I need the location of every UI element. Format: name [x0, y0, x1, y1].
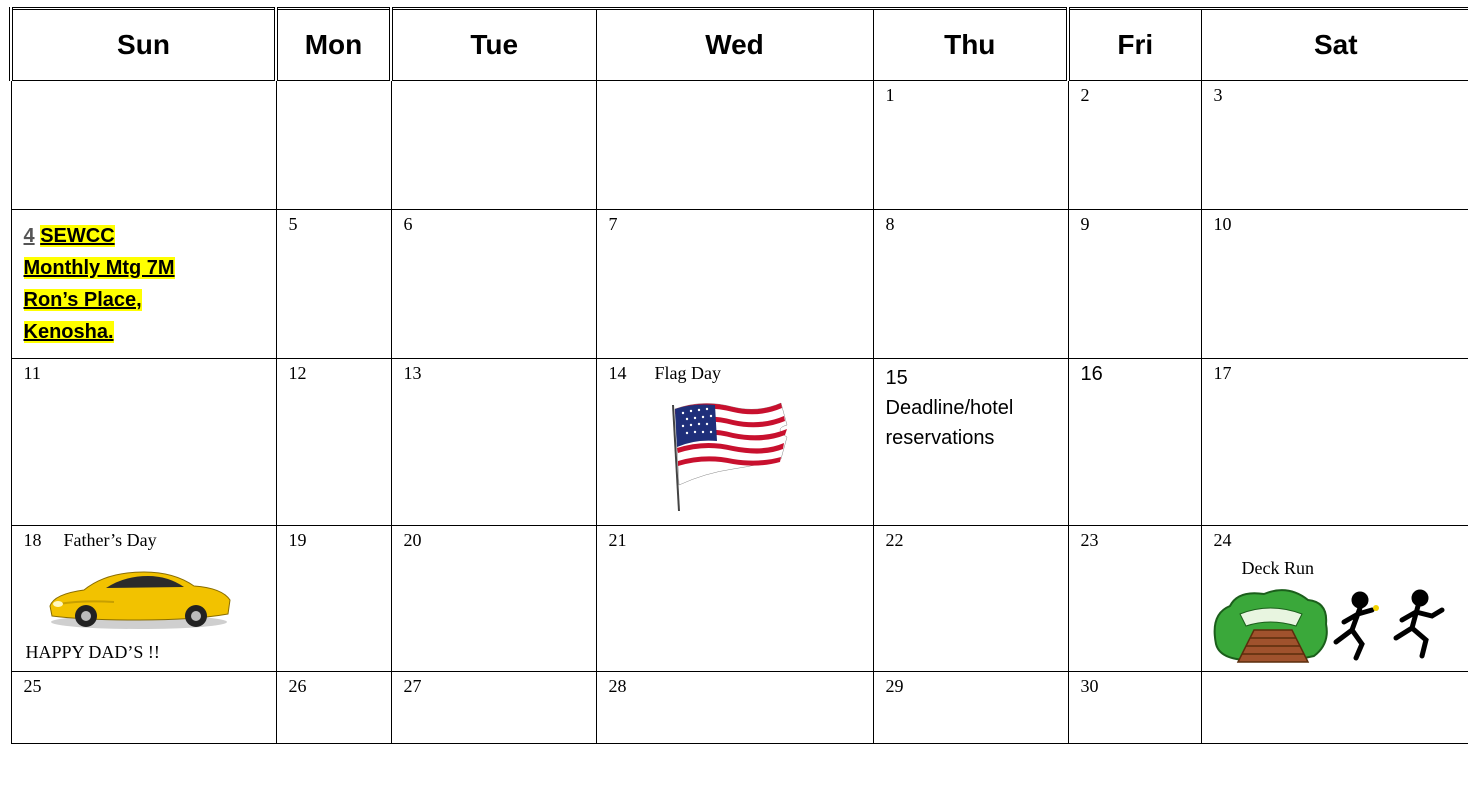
day-number: 26 — [288, 676, 307, 696]
week-row-3 — [11, 359, 1468, 526]
week-row-2 — [11, 210, 1468, 359]
day-number: 14 — [608, 363, 627, 383]
day-cell — [11, 526, 276, 672]
day-number: 6 — [403, 214, 413, 234]
day-cell — [11, 672, 276, 744]
deck-run-image — [1210, 584, 1460, 666]
day-number: 20 — [403, 530, 422, 550]
day-cell — [276, 526, 391, 672]
day-number: 2 — [1080, 85, 1090, 105]
event-label: Flag Day — [654, 363, 721, 383]
day-cell — [1201, 210, 1468, 359]
day-number: 18 — [23, 530, 42, 550]
day-cell — [276, 210, 391, 359]
week-row-4 — [11, 526, 1468, 672]
day-cell — [391, 672, 596, 744]
day-number: 24 — [1213, 530, 1232, 550]
day-cell — [1201, 526, 1468, 672]
day-number: 10 — [1213, 214, 1232, 234]
day-cell — [873, 81, 1068, 210]
day-cell — [1201, 359, 1468, 526]
header-thu: Thu — [873, 9, 1068, 81]
car-image — [44, 560, 234, 632]
header-sat: Sat — [1201, 9, 1468, 81]
day-cell — [1068, 526, 1201, 672]
day-cell — [11, 359, 276, 526]
day-cell-empty — [276, 81, 391, 210]
event-line: Deadline/hotel — [885, 397, 1014, 419]
day-cell — [596, 672, 873, 744]
event-caption: HAPPY DAD’S !! — [25, 642, 160, 662]
day-number: 5 — [288, 214, 298, 234]
day-number: 15 — [885, 367, 908, 389]
day-number: 28 — [608, 676, 627, 696]
day-cell — [1201, 81, 1468, 210]
day-cell — [276, 359, 391, 526]
event-label: Father’s Day — [63, 530, 157, 550]
day-cell-empty — [1201, 672, 1468, 744]
day-number: 16 — [1080, 363, 1103, 385]
day-number: 9 — [1080, 214, 1090, 234]
day-cell — [391, 210, 596, 359]
day-cell — [1068, 81, 1201, 210]
day-cell — [596, 526, 873, 672]
event-line: Monthly Mtg 7M — [23, 257, 175, 279]
day-number: 30 — [1080, 676, 1099, 696]
day-cell — [391, 526, 596, 672]
day-cell-empty — [596, 81, 873, 210]
day-number: 3 — [1213, 85, 1223, 105]
day-cell-empty — [11, 81, 276, 210]
day-cell — [873, 359, 1068, 526]
day-number: 19 — [288, 530, 307, 550]
week-row-1 — [11, 81, 1468, 210]
event-line: SEWCC — [40, 225, 115, 247]
day-number: 13 — [403, 363, 422, 383]
day-cell — [596, 210, 873, 359]
day-cell — [1068, 359, 1201, 526]
event-line: Kenosha. — [23, 321, 114, 343]
week-row-5 — [11, 672, 1468, 744]
day-cell — [1068, 210, 1201, 359]
meeting-event — [24, 220, 175, 348]
flag-image — [663, 395, 793, 513]
day-cell — [276, 672, 391, 744]
day-cell-empty — [391, 81, 596, 210]
day-number: 11 — [23, 363, 41, 383]
day-number: 17 — [1213, 363, 1232, 383]
event-label: Deck Run — [1241, 558, 1314, 578]
day-cell — [596, 359, 873, 526]
day-cell — [1068, 672, 1201, 744]
day-cell — [873, 672, 1068, 744]
day-cell — [391, 359, 596, 526]
header-tue: Tue — [391, 9, 596, 81]
header-fri: Fri — [1068, 9, 1201, 81]
day-number: 27 — [403, 676, 422, 696]
day-cell — [11, 210, 276, 359]
event-line: Ron’s Place, — [23, 289, 142, 311]
day-number: 25 — [23, 676, 42, 696]
day-cell — [873, 526, 1068, 672]
day-number: 29 — [885, 676, 904, 696]
event-line: reservations — [885, 427, 995, 449]
day-number: 4 — [23, 225, 35, 247]
calendar-table — [9, 7, 1468, 744]
day-number: 23 — [1080, 530, 1099, 550]
day-number: 22 — [885, 530, 904, 550]
day-number: 7 — [608, 214, 618, 234]
header-wed: Wed — [596, 9, 873, 81]
day-number: 1 — [885, 85, 895, 105]
header-row — [11, 9, 1468, 81]
day-number: 8 — [885, 214, 895, 234]
header-mon: Mon — [276, 9, 391, 81]
day-cell — [873, 210, 1068, 359]
header-sun: Sun — [11, 9, 276, 81]
day-number: 12 — [288, 363, 307, 383]
day-number: 21 — [608, 530, 627, 550]
